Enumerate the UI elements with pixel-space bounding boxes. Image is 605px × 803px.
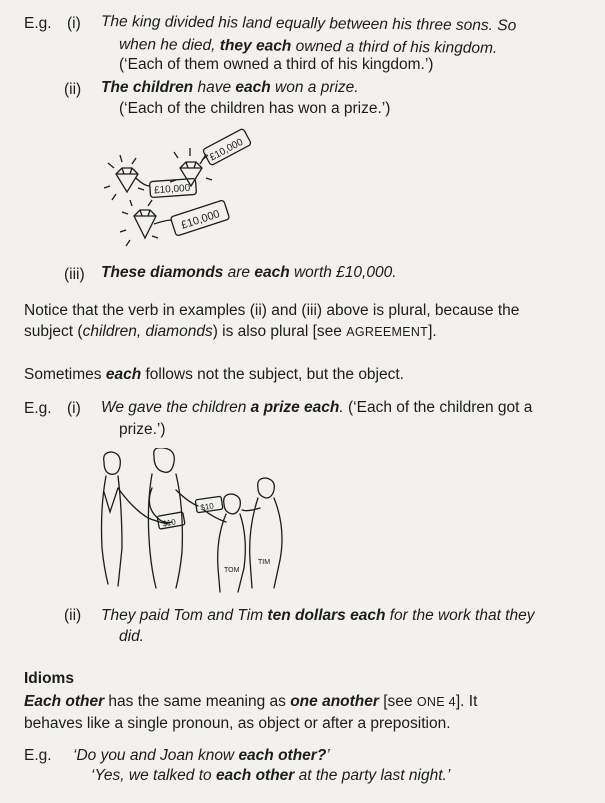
example-i-line1: The king divided his land equally between his three sons. So [100, 13, 517, 35]
diamond-tag-3: £10,000 [179, 208, 222, 232]
example2-ii-label: (ii) [64, 607, 82, 624]
example2-ii-line2: did. [119, 628, 144, 645]
idioms-line2: behaves like a single pronoun, as object or after a preposition. [24, 715, 451, 732]
example-iii-line: These diamonds are each worth £10,000. [101, 264, 397, 281]
money-note-1: $10 [161, 517, 177, 529]
example-ii-label: (ii) [64, 81, 82, 98]
prize-giving-illustration [92, 448, 292, 598]
example-i-label: (i) [67, 15, 81, 32]
example-i-gloss: (‘Each of them owned a third of his kingdom.’) [119, 56, 434, 73]
example2-i-line1: We gave the children a prize each. (‘Each of the children got a [101, 399, 533, 416]
name-label-tim: TIM [258, 559, 271, 566]
example2-ii-line1: They paid Tom and Tim ten dollars each for the work that they [101, 607, 535, 624]
sometimes-line: Sometimes each follows not the subject, but the object. [24, 366, 404, 383]
example2-eg-label: E.g. [24, 400, 52, 417]
diamond-tag-1: £10,000 [153, 182, 191, 197]
idioms-line1: Each other has the same meaning as one another [see ONE 4]. It [24, 693, 478, 710]
example2-i-line2: prize.’) [119, 421, 166, 438]
example2-i-label: (i) [67, 400, 81, 417]
example-eg-label: E.g. [24, 15, 52, 32]
idioms-reply: ‘Yes, we talked to each other at the party last night.’ [91, 767, 451, 784]
money-note-2: $10 [199, 501, 215, 513]
idioms-heading: Idioms [24, 670, 74, 687]
idioms-eg-label: E.g. [24, 747, 52, 764]
example-iii-label: (iii) [64, 266, 85, 283]
diamond-tag-2: £10,000 [207, 136, 246, 164]
example-i-line2: when he died, they each owned a third of his kingdom. [118, 36, 498, 57]
notice-line2: subject (children, diamonds) is also plural [see AGREEMENT]. [24, 323, 437, 340]
name-label-tom: TOM [224, 567, 240, 574]
diamonds-illustration [100, 128, 260, 258]
notice-line1: Notice that the verb in examples (ii) and (iii) above is plural, because the [24, 302, 520, 319]
idioms-question: ‘Do you and Joan know each other?’ [73, 747, 330, 764]
example-ii-line1: The children have each won a prize. [101, 79, 359, 96]
example-ii-gloss: (‘Each of the children has won a prize.’) [119, 100, 391, 117]
